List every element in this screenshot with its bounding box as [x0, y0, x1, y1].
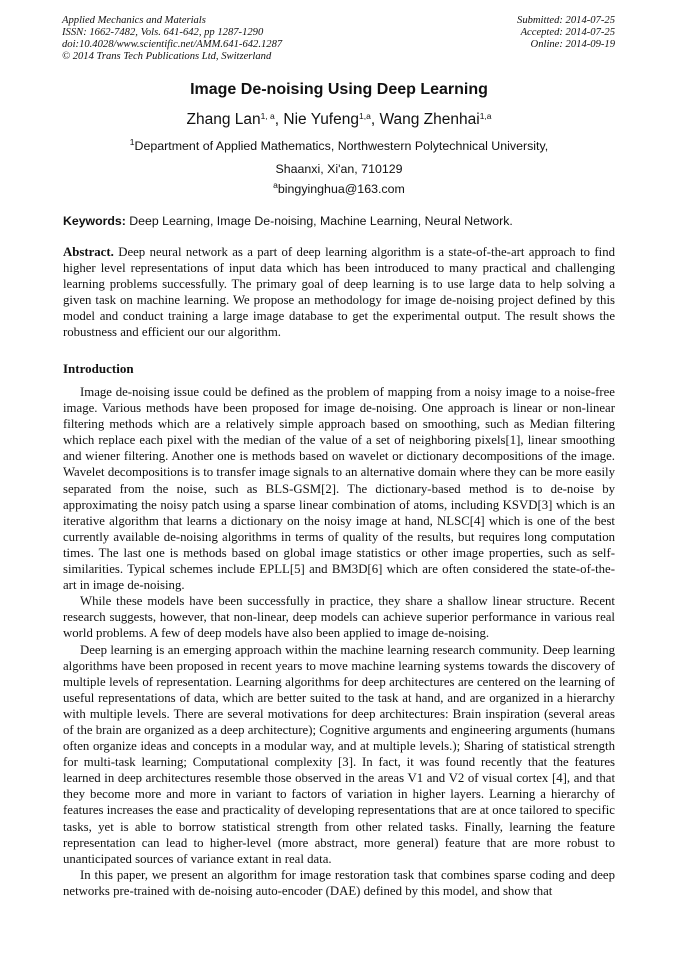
email-sup: a: [273, 180, 278, 190]
author-name: Zhang Lan: [186, 111, 261, 128]
author-name: Wang Zhenhai: [379, 111, 480, 128]
abstract-label: Abstract.: [63, 245, 114, 259]
paragraph: Image de-noising issue could be defined as the problem of mapping from a noisy image to a noise-free image. Various methods have been proposed for image de-noising. One approach is linear or non-linear filtering methods which are a relatively simple approach based on smoothing, such as Median filtering which replace each pixel with the median of the value of a set of neighboring pixels[1], linear smoothing and wiener filtering. Another one is methods based on wavelet or dictionary decompositions of the image. Wavelet decompositions is to transfer image signals to an alternative domain where they can be more easily separated from the noise, such as BLS-GSM[2]. The dictionary-based method is to de-noise by approximating the noisy patch using a sparse linear combination of atoms, including KSVD[3] which is an iterative algorithm that learns a dictionary on the noisy image at hand, NLSC[4] which is one of the best currently available de-noising algorithms in terms of quality of the results, but requires long computation times. The last one is methods based on global image statistics or other image properties, such as self-similarities. Typical schemes include EPLL[5] and BM3D[6] which are often considered the state-of-the-art in image de-noising.: [63, 385, 615, 593]
submission-dates: [517, 15, 615, 51]
submitted-date: Submitted: 2014-07-25: [517, 15, 615, 26]
abstract-text: Deep neural network as a part of deep learning algorithm is a state-of-the-art approach to find higher level representations of input data which has been introduced to many practical and challenging learning problems successfully. The primary goal of deep learning is to use large data to help solving a given task on machine learning. We propose an methodology for image de-noising project defined by this model and conduct training a large image database to get the experimental output. The result shows the robustness and efficient our our algorithm.: [63, 245, 615, 340]
affiliation-line-2: Shaanxi, Xi'an, 710129: [275, 162, 403, 176]
keywords-label: Keywords:: [63, 214, 126, 228]
abstract: [63, 244, 615, 341]
author-list: Zhang Lan$^{1, a}$, Nie Yufeng$^{1,a}$, Wang Zhenhai$^{1,a}$: [186, 111, 492, 128]
author-sup: 1,a: [479, 111, 492, 121]
doi-line: doi:10.4028/www.scientific.net/AMM.641-642.1287: [62, 39, 283, 50]
journal-name: Applied Mechanics and Materials: [62, 15, 206, 26]
affiliation-department: Department of Applied Mathematics, Northwestern Polytechnical University,: [134, 139, 549, 153]
accepted-date: Accepted: 2014-07-25: [520, 27, 615, 38]
paragraph: While these models have been successfully in practice, they share a shallow linear structure. Recent research suggests, however, that non-linear, deep models can achieve superior performance in various real world problems. A few of deep models have also been applied to image de-noising.: [63, 594, 615, 641]
section-heading-introduction: Introduction: [63, 361, 134, 376]
paragraph: Deep learning is an emerging approach within the machine learning research community. Deep learning algorithms have been proposed in recent years to move machine learning systems towards the discovery of multiple levels of representation. Learning algorithms for deep architectures are centered on the learning of useful representations of data, which are better suited to the task at hand, and are organized in a hierarchy with multiple levels. There are several motivations for deep architectures: Brain inspiration (several areas of the brain are organized as a deep architecture); Cognitive arguments and engineering arguments (humans often organize ideas and concepts in a modular way, and at multiple levels.); Sharing of statistical strength for multi-task learning; Computational complexity [3]. In fact, it was found recently that the features learned in deep architectures resemble those observed in the areas V1 and V2 of visual cortex [4], and that they become more and more in variant to factors of variation in higher layers. Learning a hierarchy of features increases the ease and practicality of developing representations that are at once tailored to specific tasks, yet is able to borrow statistical strength from other related tasks. Finally, learning the feature representation can lead to higher-level (more abstract, more general) feature that are more robust to unanticipated sources of variance extant in real data.: [63, 642, 615, 866]
journal-info: [62, 15, 282, 63]
affiliation-line-1: [0, 139, 678, 153]
keywords: [63, 214, 623, 228]
paper-title: Image De-noising Using Deep Learning: [190, 81, 488, 98]
email-address: bingyinghua@163.com: [277, 182, 405, 196]
author-sup: 1,a: [358, 111, 371, 121]
issn-line: ISSN: 1662-7482, Vols. 641-642, pp 1287-1290: [62, 27, 264, 38]
author-sup: 1, a: [260, 111, 275, 121]
paragraph: In this paper, we present an algorithm for image restoration task that combines sparse coding and deep networks pre-trained with de-noising auto-encoder (DAE) defined by this model, and show that: [63, 867, 615, 898]
online-date: Online: 2014-09-19: [530, 39, 615, 50]
email-line: [0, 182, 678, 196]
introduction-body: [63, 384, 615, 899]
keywords-text: Deep Learning, Image De-noising, Machine Learning, Neural Network.: [129, 214, 513, 228]
copyright-line: © 2014 Trans Tech Publications Ltd, Switzerland: [62, 51, 272, 62]
affiliation-sup: 1: [129, 137, 135, 147]
author-name: Nie Yufeng: [283, 111, 359, 128]
